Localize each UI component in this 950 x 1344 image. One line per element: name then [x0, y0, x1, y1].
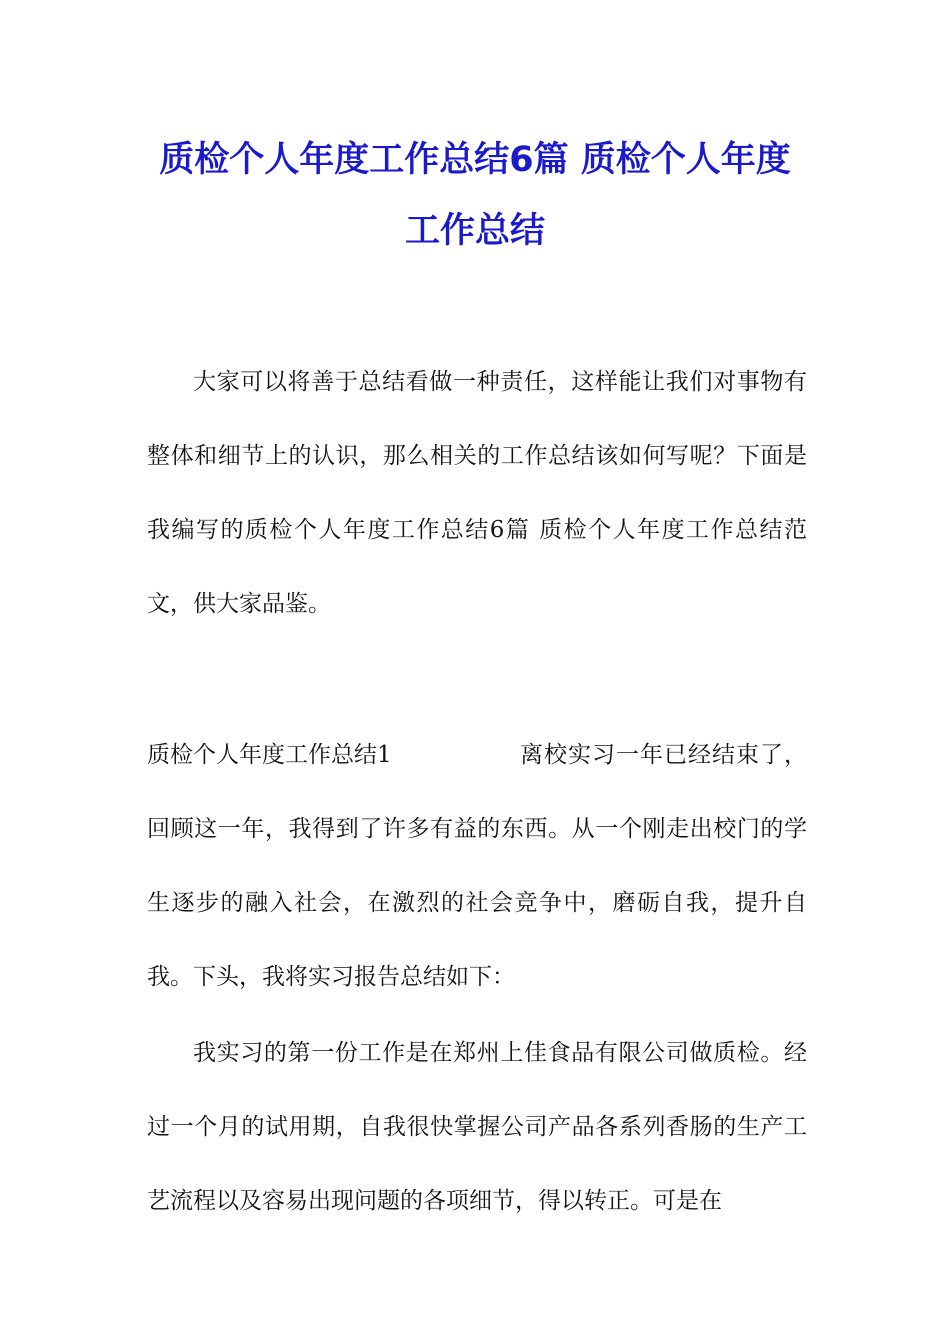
section-1-paragraph-1-text: 离校实习一年已经结束了，回顾这一年，我得到了许多有益的东西。从一个刚走出校门的学生逐步的融入社会，在激烈的社会竞争中，磨砺自我，提升自我。下头，我将实习报告总结如下： — [147, 742, 807, 990]
intro-paragraph: 大家可以将善于总结看做一种责任，这样能让我们对事物有整体和细节上的认识，那么相关的工作总结该如何写呢？下面是我编写的质检个人年度工作总结6篇 质检个人年度工作总结范文，供大家品鉴。 — [147, 369, 807, 617]
section-1-heading: 质检个人年度工作总结1 — [147, 742, 392, 768]
section-1-paragraph-1 — [147, 718, 807, 1014]
section-1-paragraph-2: 我实习的第一份工作是在郑州上佳食品有限公司做质检。经过一个月的试用期，自我很快掌握公司产品各系列香肠的生产工艺流程以及容易出现问题的各项细节，得以转正。可是在 — [147, 1040, 807, 1214]
document-title-line-1: 质检个人年度工作总结6篇 质检个人年度 — [159, 140, 791, 180]
document-title-line-2: 工作总结 — [404, 211, 545, 251]
